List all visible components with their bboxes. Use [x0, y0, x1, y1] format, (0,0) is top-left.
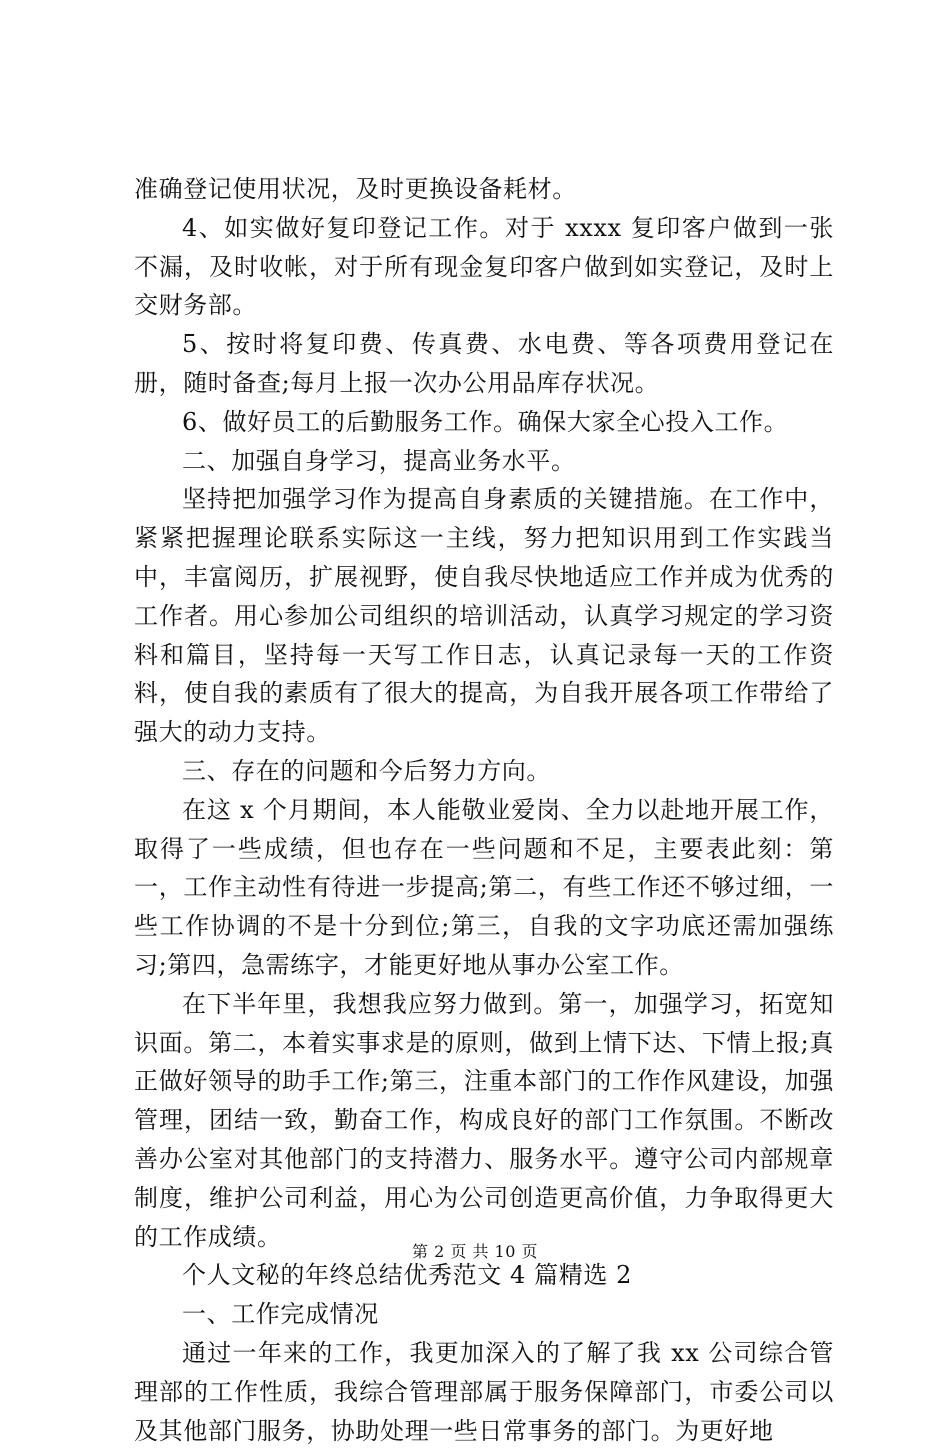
paragraph-9: 在下半年里，我想我应努力做到。第一，加强学习，拓宽知识面。第二，本着实事求是的原则，做到上情下达、下情上报;真正做好领导的助手工作;第三，注重本部门的工作作风建设，加强管理，团结一致，勤奋工作，构成良好的部门工作氛围。不断改善办公室对其他部门的支持潜力、服务水平。遵守公司内部规章制度，维护公司利益，用心为公司创造更高价值，力争取得更大的工作成绩。	[134, 989, 834, 1251]
section-heading-1: 一、工作完成情况	[182, 1300, 379, 1329]
paragraph-12: 通过一年来的工作，我更加深入的了解了我 xx 公司综合管理部的工作性质，我综合管理部属于服务保障部门，市委公司以及其他部门服务，协助处理一些日常事务的部门。为更好地	[134, 1338, 834, 1445]
article-title-2: 个人文秘的年终总结优秀范文 4 篇精选 2	[182, 1261, 633, 1290]
paragraph-2: 4、如实做好复印登记工作。对于 xxxx 复印客户做到一张不漏，及时收帐，对于所有现金复印客户做到如实登记，及时上交财务部。	[134, 213, 834, 320]
paragraph-4: 6、做好员工的后勤服务工作。确保大家全心投入工作。	[182, 407, 789, 436]
paragraph-8: 在这 x 个月期间，本人能敬业爱岗、全力以赴地开展工作，取得了一些成绩，但也存在一些问题和不足，主要表此刻：第一，工作主动性有待进一步提高;第二，有些工作还不够过细，一些工作协调的不是十分到位;第三，自我的文字功底还需加强练习;第四，急需练字，才能更好地从事办公室工作。	[134, 795, 834, 979]
paragraph-3: 5、按时将复印费、传真费、水电费、等各项费用登记在册，随时备查;每月上报一次办公用品库存状况。	[134, 330, 834, 397]
section-heading-3: 三、存在的问题和今后努力方向。	[182, 756, 551, 785]
paragraph-6: 坚持把加强学习作为提高自身素质的关键措施。在工作中，紧紧把握理论联系实际这一主线，努力把知识用到工作实践当中，丰富阅历，扩展视野，使自我尽快地适应工作并成为优秀的工作者。用心参加公司组织的培训活动，认真学习规定的学习资料和篇目，坚持每一天写工作日志，认真记录每一天的工作资料，使自我的素质有了很大的提高，为自我开展各项工作带给了强大的动力支持。	[134, 485, 834, 747]
section-heading-2: 二、加强自身学习，提高业务水平。	[182, 446, 576, 475]
paragraph-1: 准确登记使用状况，及时更换设备耗材。	[134, 175, 577, 203]
page-number-footer: 第 2 页 共 10 页	[412, 1242, 538, 1261]
